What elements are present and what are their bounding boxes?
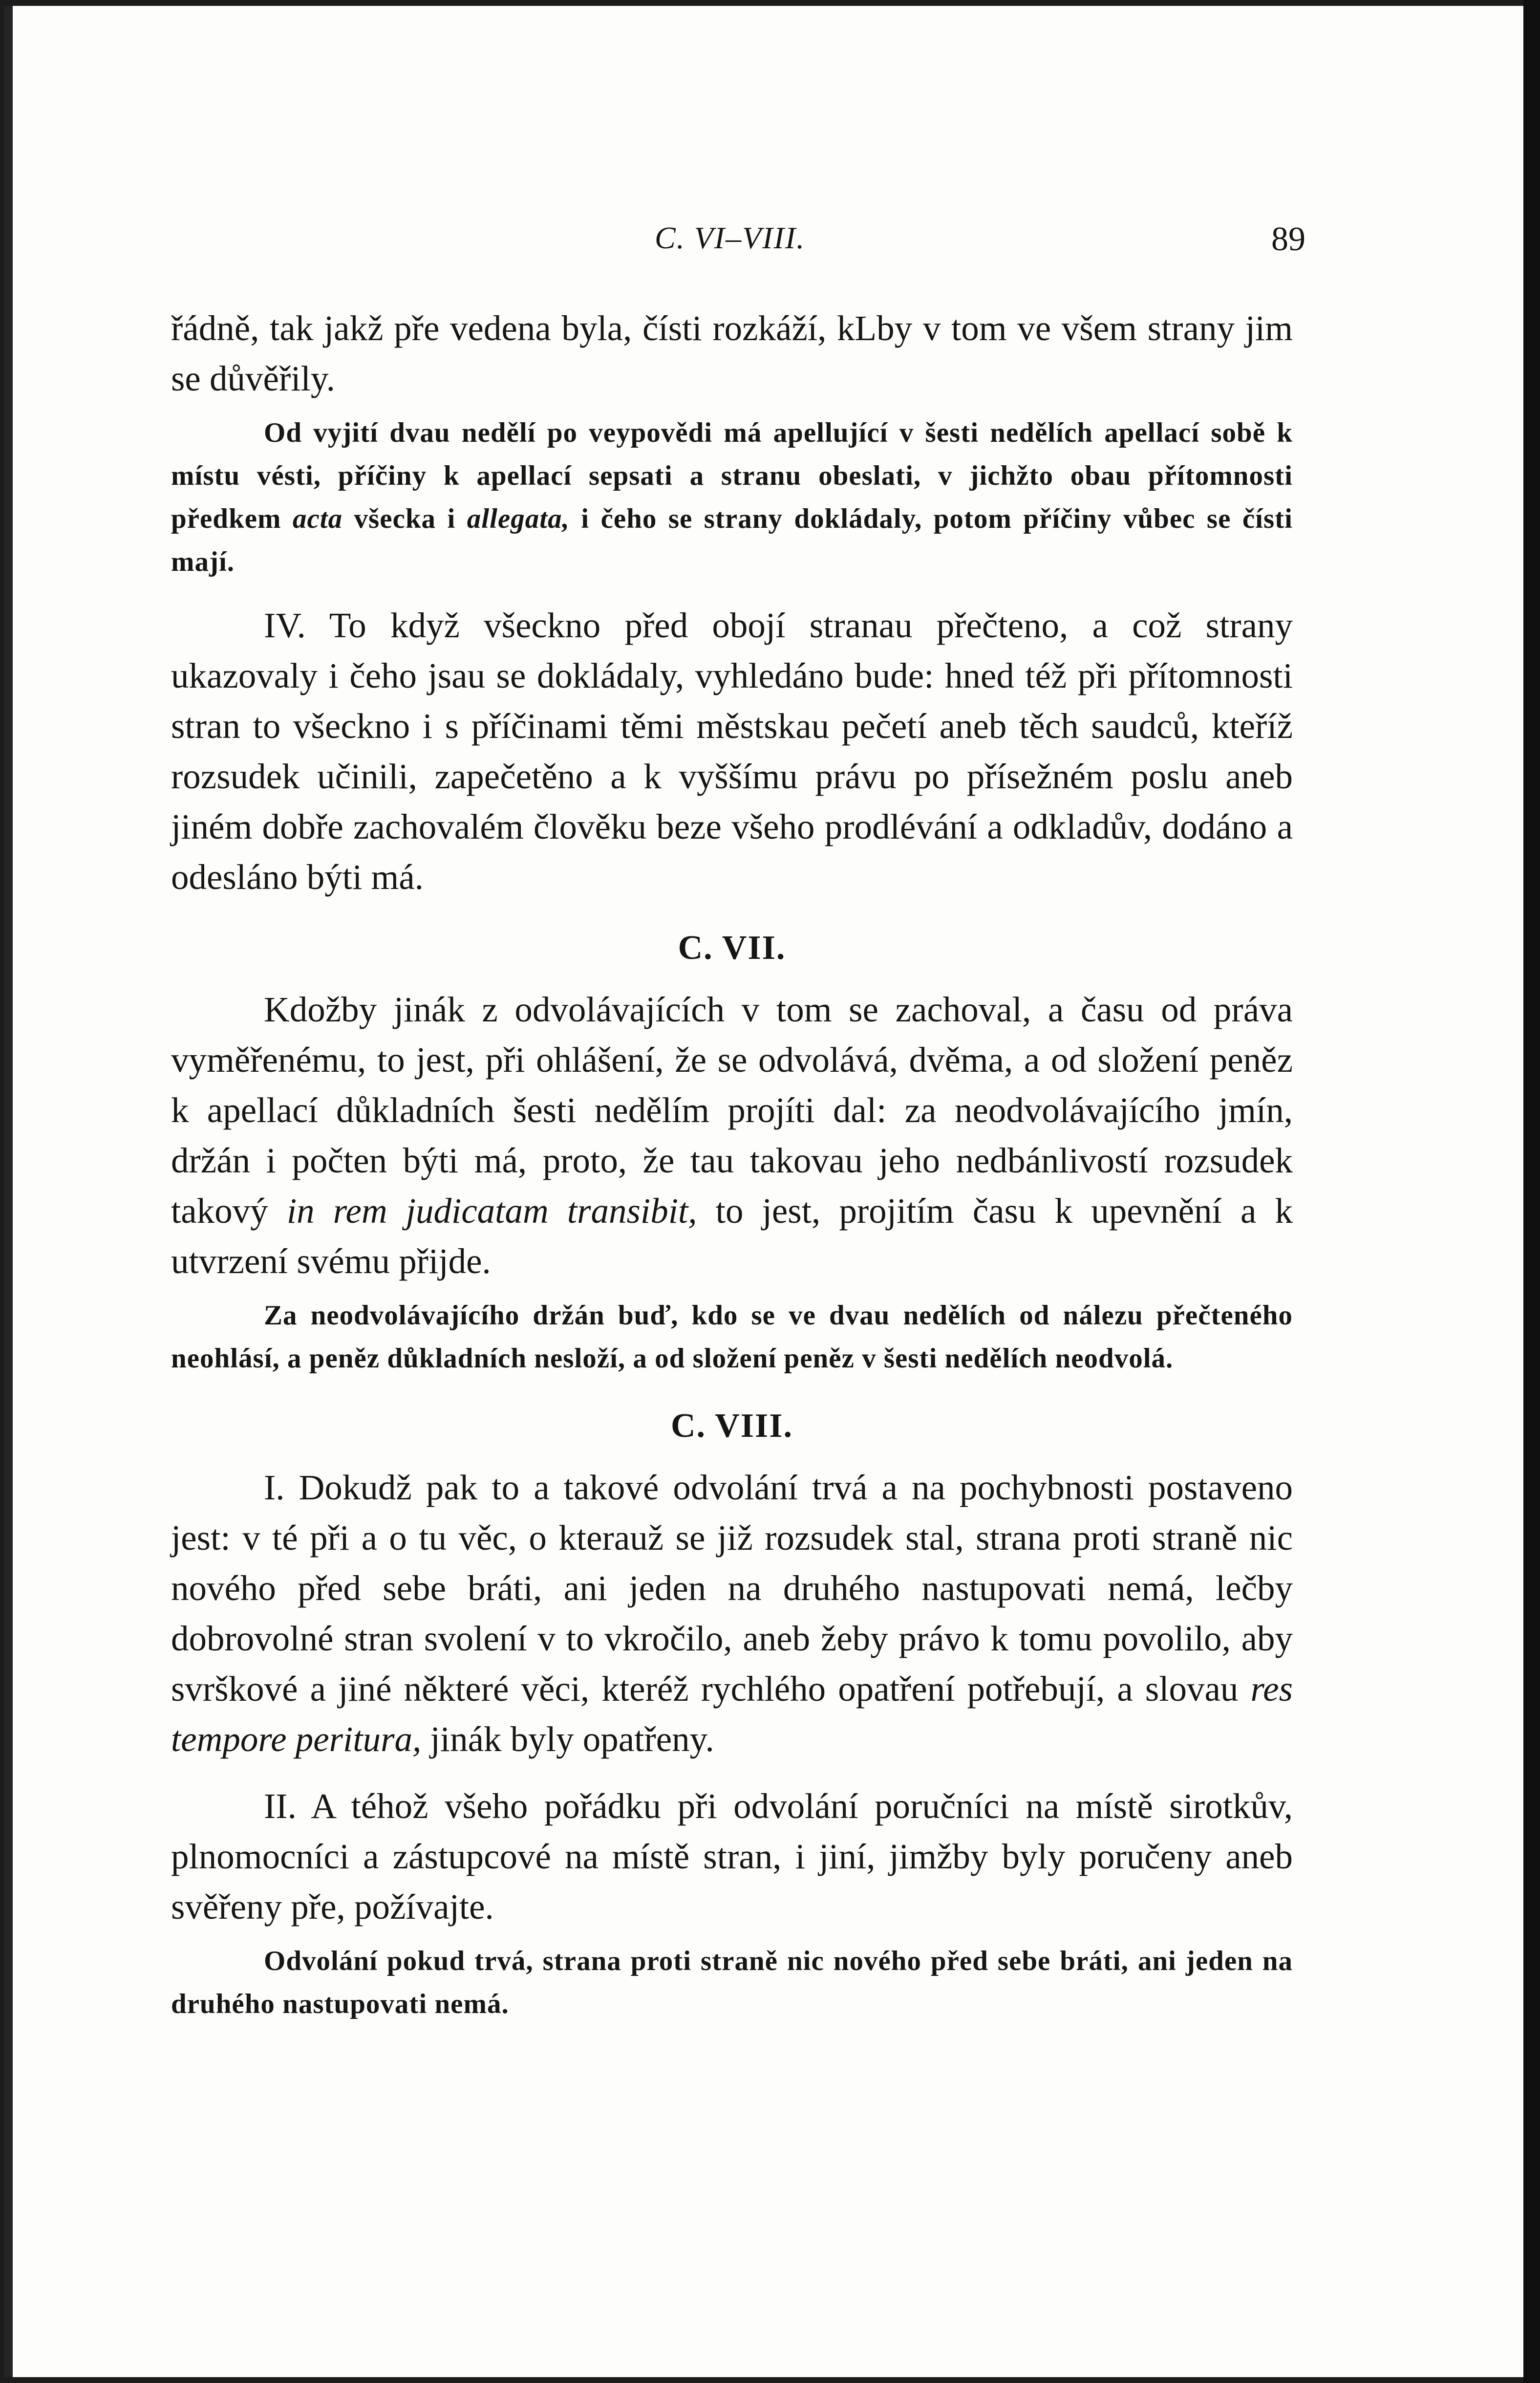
paragraph-text: to jest, projitím času k upevnění a k utvrzení svému přijde. (171, 1191, 1293, 1281)
note-text: Za neodvolávajícího držán buď, kdo se ve dvau nedělích od nálezu přečteného neohlásí, a peněz důkladních nesloží, a od složení peněz v šesti nedělích neodvolá. (171, 1300, 1293, 1374)
latin-phrase: res tempore peritura, (171, 1669, 1293, 1759)
paragraph-text: řádně, tak jakž pře vedena byla, čísti rozkáží, kLby v tom ve všem strany jim se důvěřily. (171, 308, 1293, 398)
chapter-heading-viii: C. VIII. (670, 1407, 793, 1445)
chapter-heading-vii: C. VII. (678, 929, 786, 967)
paragraph-text: IV. To když všeckno před obojí stranau přečteno, a což strany ukazovaly i čeho jsau se dokládaly, vyhledáno bude: hned též při přítomnosti stran to všeckno i s příčinami těmi městskau pečetí aneb těch saudců, kteříž rozsudek učinili, zapečetěno a k vyššímu právu po přísežném poslu aneb jiném dobře zachovalém člověku beze všeho prodlévání a odkladův, dodáno a odesláno býti má. (171, 606, 1293, 897)
latin-term: acta (292, 503, 343, 534)
paragraph-continuation (171, 303, 1293, 404)
note-text: i čeho se strany dokládaly, potom příčiny vůbec se čísti mají. (171, 503, 1293, 577)
scan-edge-shadow (1523, 0, 1540, 2383)
paragraph-vii (171, 984, 1293, 1286)
marginal-note (171, 1294, 1293, 1380)
note-text: všecka i (342, 503, 467, 534)
paragraph-text: Kdožby jinák z odvolávajících v tom se zachoval, a času od práva vyměřenému, to jest, při ohlášení, že se odvolává, dvěma, a od složení peněz k apellací důkladních šesti nedělím projíti dal: za neodvolávajícího jmín, držán i počten býti má, proto, že tau takovau jeho nedbánlivostí rozsudek takový (171, 990, 1293, 1231)
paragraph-viii-i (171, 1462, 1293, 1764)
marginal-note (171, 1940, 1293, 2026)
page-number: 89 (1271, 220, 1305, 258)
paragraph-viii-ii (171, 1781, 1293, 1932)
latin-term: allegata, (467, 503, 570, 534)
paragraph-text: II. A téhož všeho pořádku při odvolání poručníci na místě sirotkův, plnomocníci a zástupcové na místě stran, i jiní, jimžby byly poručeny aneb svěřeny pře, požívajte. (171, 1786, 1293, 1927)
note-text: Od vyjití dvau nedělí po veypovědi má apellující v šesti nedělích apellací sobě k místu vésti, příčiny k apellací sepsati a stranu obeslati, v jichžto obau přítomnosti předkem (171, 417, 1293, 534)
page-body (171, 303, 1293, 2026)
paragraph-iv (171, 600, 1293, 902)
page-header (184, 220, 1305, 274)
marginal-note (171, 412, 1293, 584)
note-text: Odvolání pokud trvá, strana proti straně nic nového před sebe bráti, ani jeden na druhého nastupovati nemá. (171, 1946, 1293, 2019)
paragraph-text: jinák byly opatřeny. (421, 1719, 714, 1759)
latin-phrase: in rem judicatam transibit, (286, 1191, 697, 1231)
paragraph-text: I. Dokudž pak to a takové odvolání trvá a na pochybnosti postaveno jest: v té při a o tu věc, o kterauž se již rozsudek stal, strana proti straně nic nového před sebe bráti, ani jeden na druhého nastupovati nemá, lečby dobrovolné stran svolení v to vkročilo, aneb žeby právo k tomu povolilo, aby svrškové a jiné některé věci, kteréž rychlého opatření potřebují, a slovau (171, 1468, 1293, 1709)
running-head: C. VI–VIII. (655, 220, 806, 255)
